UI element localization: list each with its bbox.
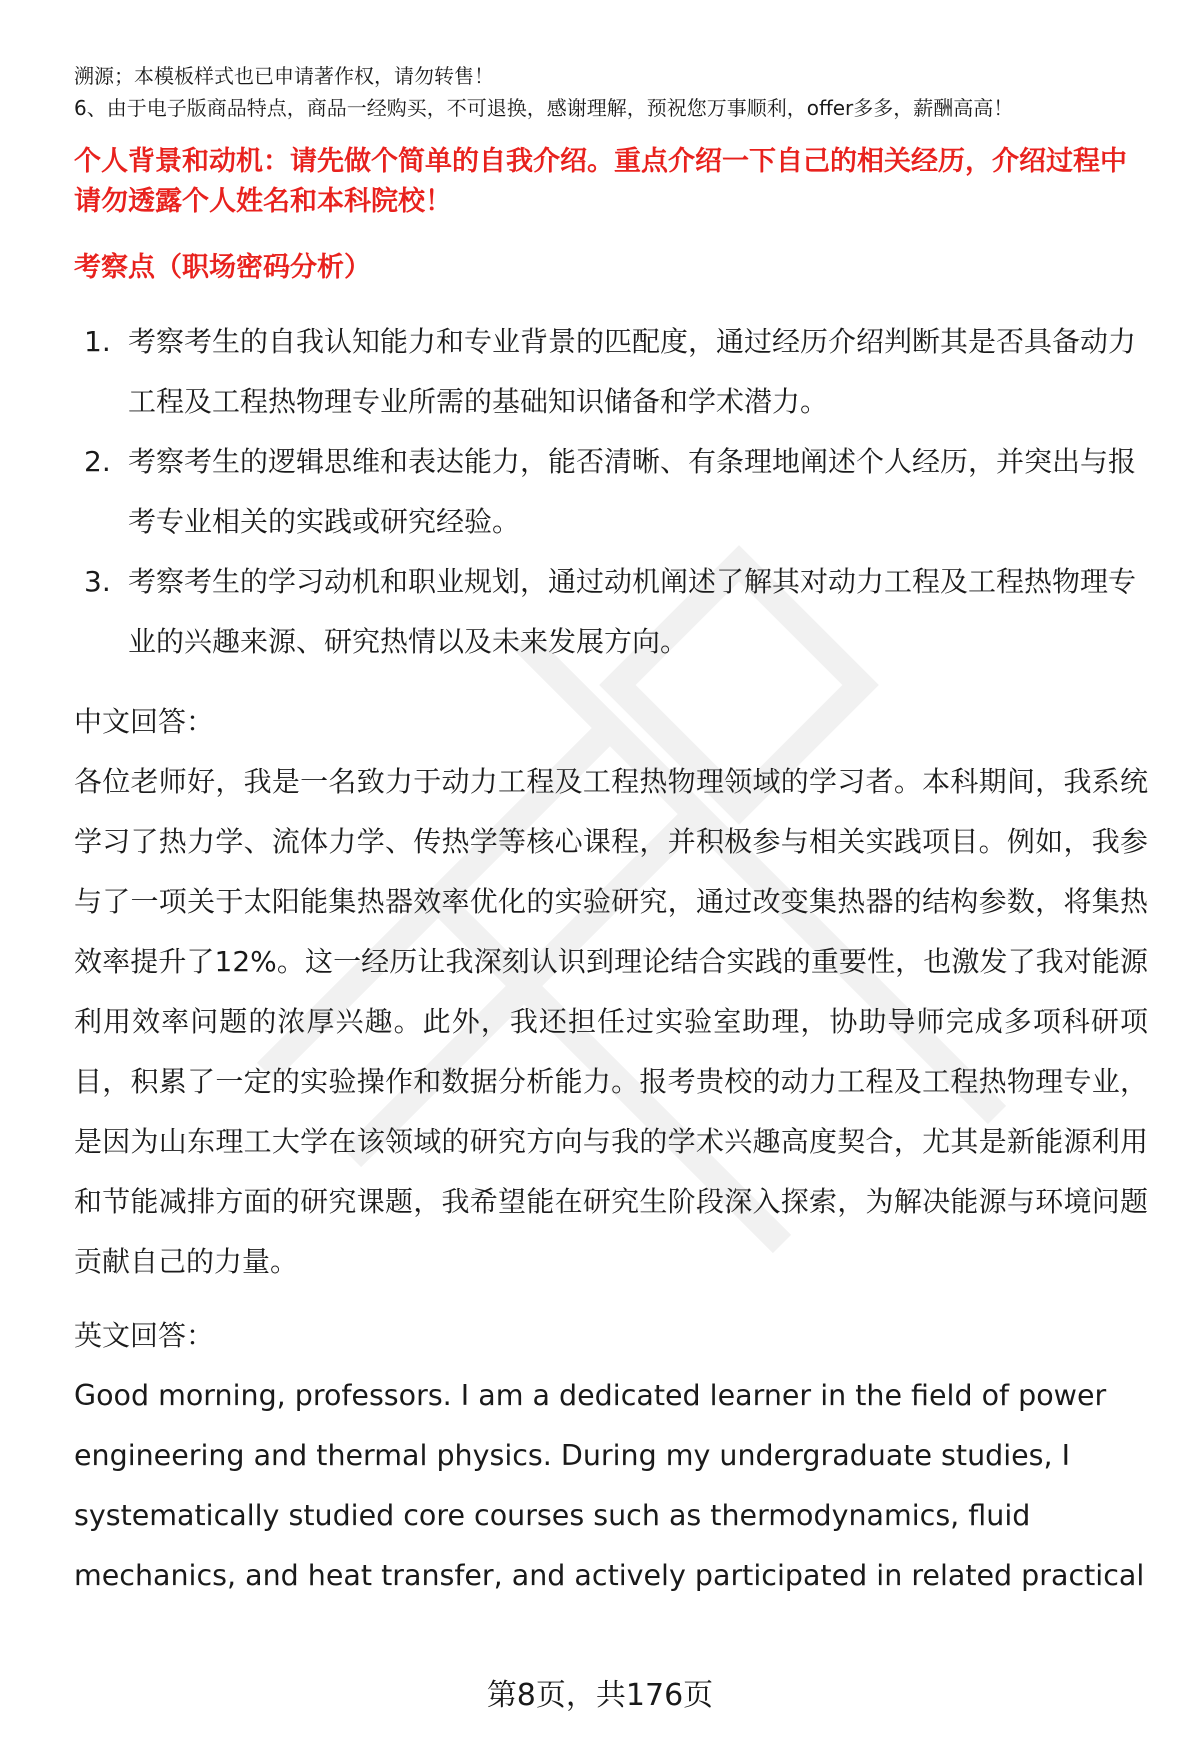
point-text: 考察考生的逻辑思维和表达能力，能否清晰、有条理地阐述个人经历，并突出与报考专业相关的实践或研究经验。	[128, 445, 1137, 538]
chinese-answer-label: 中文回答：	[74, 705, 215, 738]
analysis-point	[74, 312, 1148, 432]
notice-line-2: 6、由于电子版商品特点，商品一经购买，不可退换，感谢理解，预祝您万事顺利，offer多多，薪酬高高！	[74, 96, 1014, 120]
analysis-point	[74, 432, 1148, 552]
point-text: 考察考生的自我认知能力和专业背景的匹配度，通过经历介绍判断其是否具备动力工程及工程热物理专业所需的基础知识储备和学术潜力。	[128, 325, 1137, 418]
notice-line-1: 溯源；本模板样式也已申请著作权，请勿转售！	[74, 64, 494, 88]
point-number: 3.	[84, 565, 111, 598]
page-number-footer: 第8页，共176页	[486, 1678, 714, 1713]
question-heading: 个人背景和动机：请先做个简单的自我介绍。重点介绍一下自己的相关经历，介绍过程中请勿透露个人姓名和本科院校！	[74, 146, 1127, 217]
point-number: 1.	[84, 325, 111, 358]
analysis-point	[74, 552, 1148, 672]
point-number: 2.	[84, 445, 111, 478]
chinese-answer-text: 各位老师好，我是一名致力于动力工程及工程热物理领域的学习者。本科期间，我系统学习了热力学、流体力学、传热学等核心课程，并积极参与相关实践项目。例如，我参与了一项关于太阳能集热器效率优化的实验研究，通过改变集热器的结构参数，将集热效率提升了12%。这一经历让我深刻认识到理论结合实践的重要性，也激发了我对能源利用效率问题的浓厚兴趣。此外，我还担任过实验室助理，协助导师完成多项科研项目，积累了一定的实验操作和数据分析能力。报考贵校的动力工程及工程热物理专业，是因为山东理工大学在该领域的研究方向与我的学术兴趣高度契合，尤其是新能源利用和节能减排方面的研究课题，我希望能在研究生阶段深入探索，为解决能源与环境问题贡献自己的力量。	[74, 765, 1148, 1278]
analysis-title: 考察点（职场密码分析）	[74, 252, 371, 283]
analysis-points-list	[74, 312, 1148, 672]
english-answer-text: Good morning, professors. I am a dedicated learner in the field of power engineering and thermal physics. During my undergraduate studies, I systematically studied core courses such as thermodynamics, fluid mechanics, and heat transfer, and actively participated in related practical	[74, 1379, 1145, 1592]
english-answer-label: 英文回答：	[74, 1319, 215, 1352]
point-text: 考察考生的学习动机和职业规划，通过动机阐述了解其对动力工程及工程热物理专业的兴趣来源、研究热情以及未来发展方向。	[128, 565, 1137, 658]
page-content	[74, 60, 1148, 1606]
